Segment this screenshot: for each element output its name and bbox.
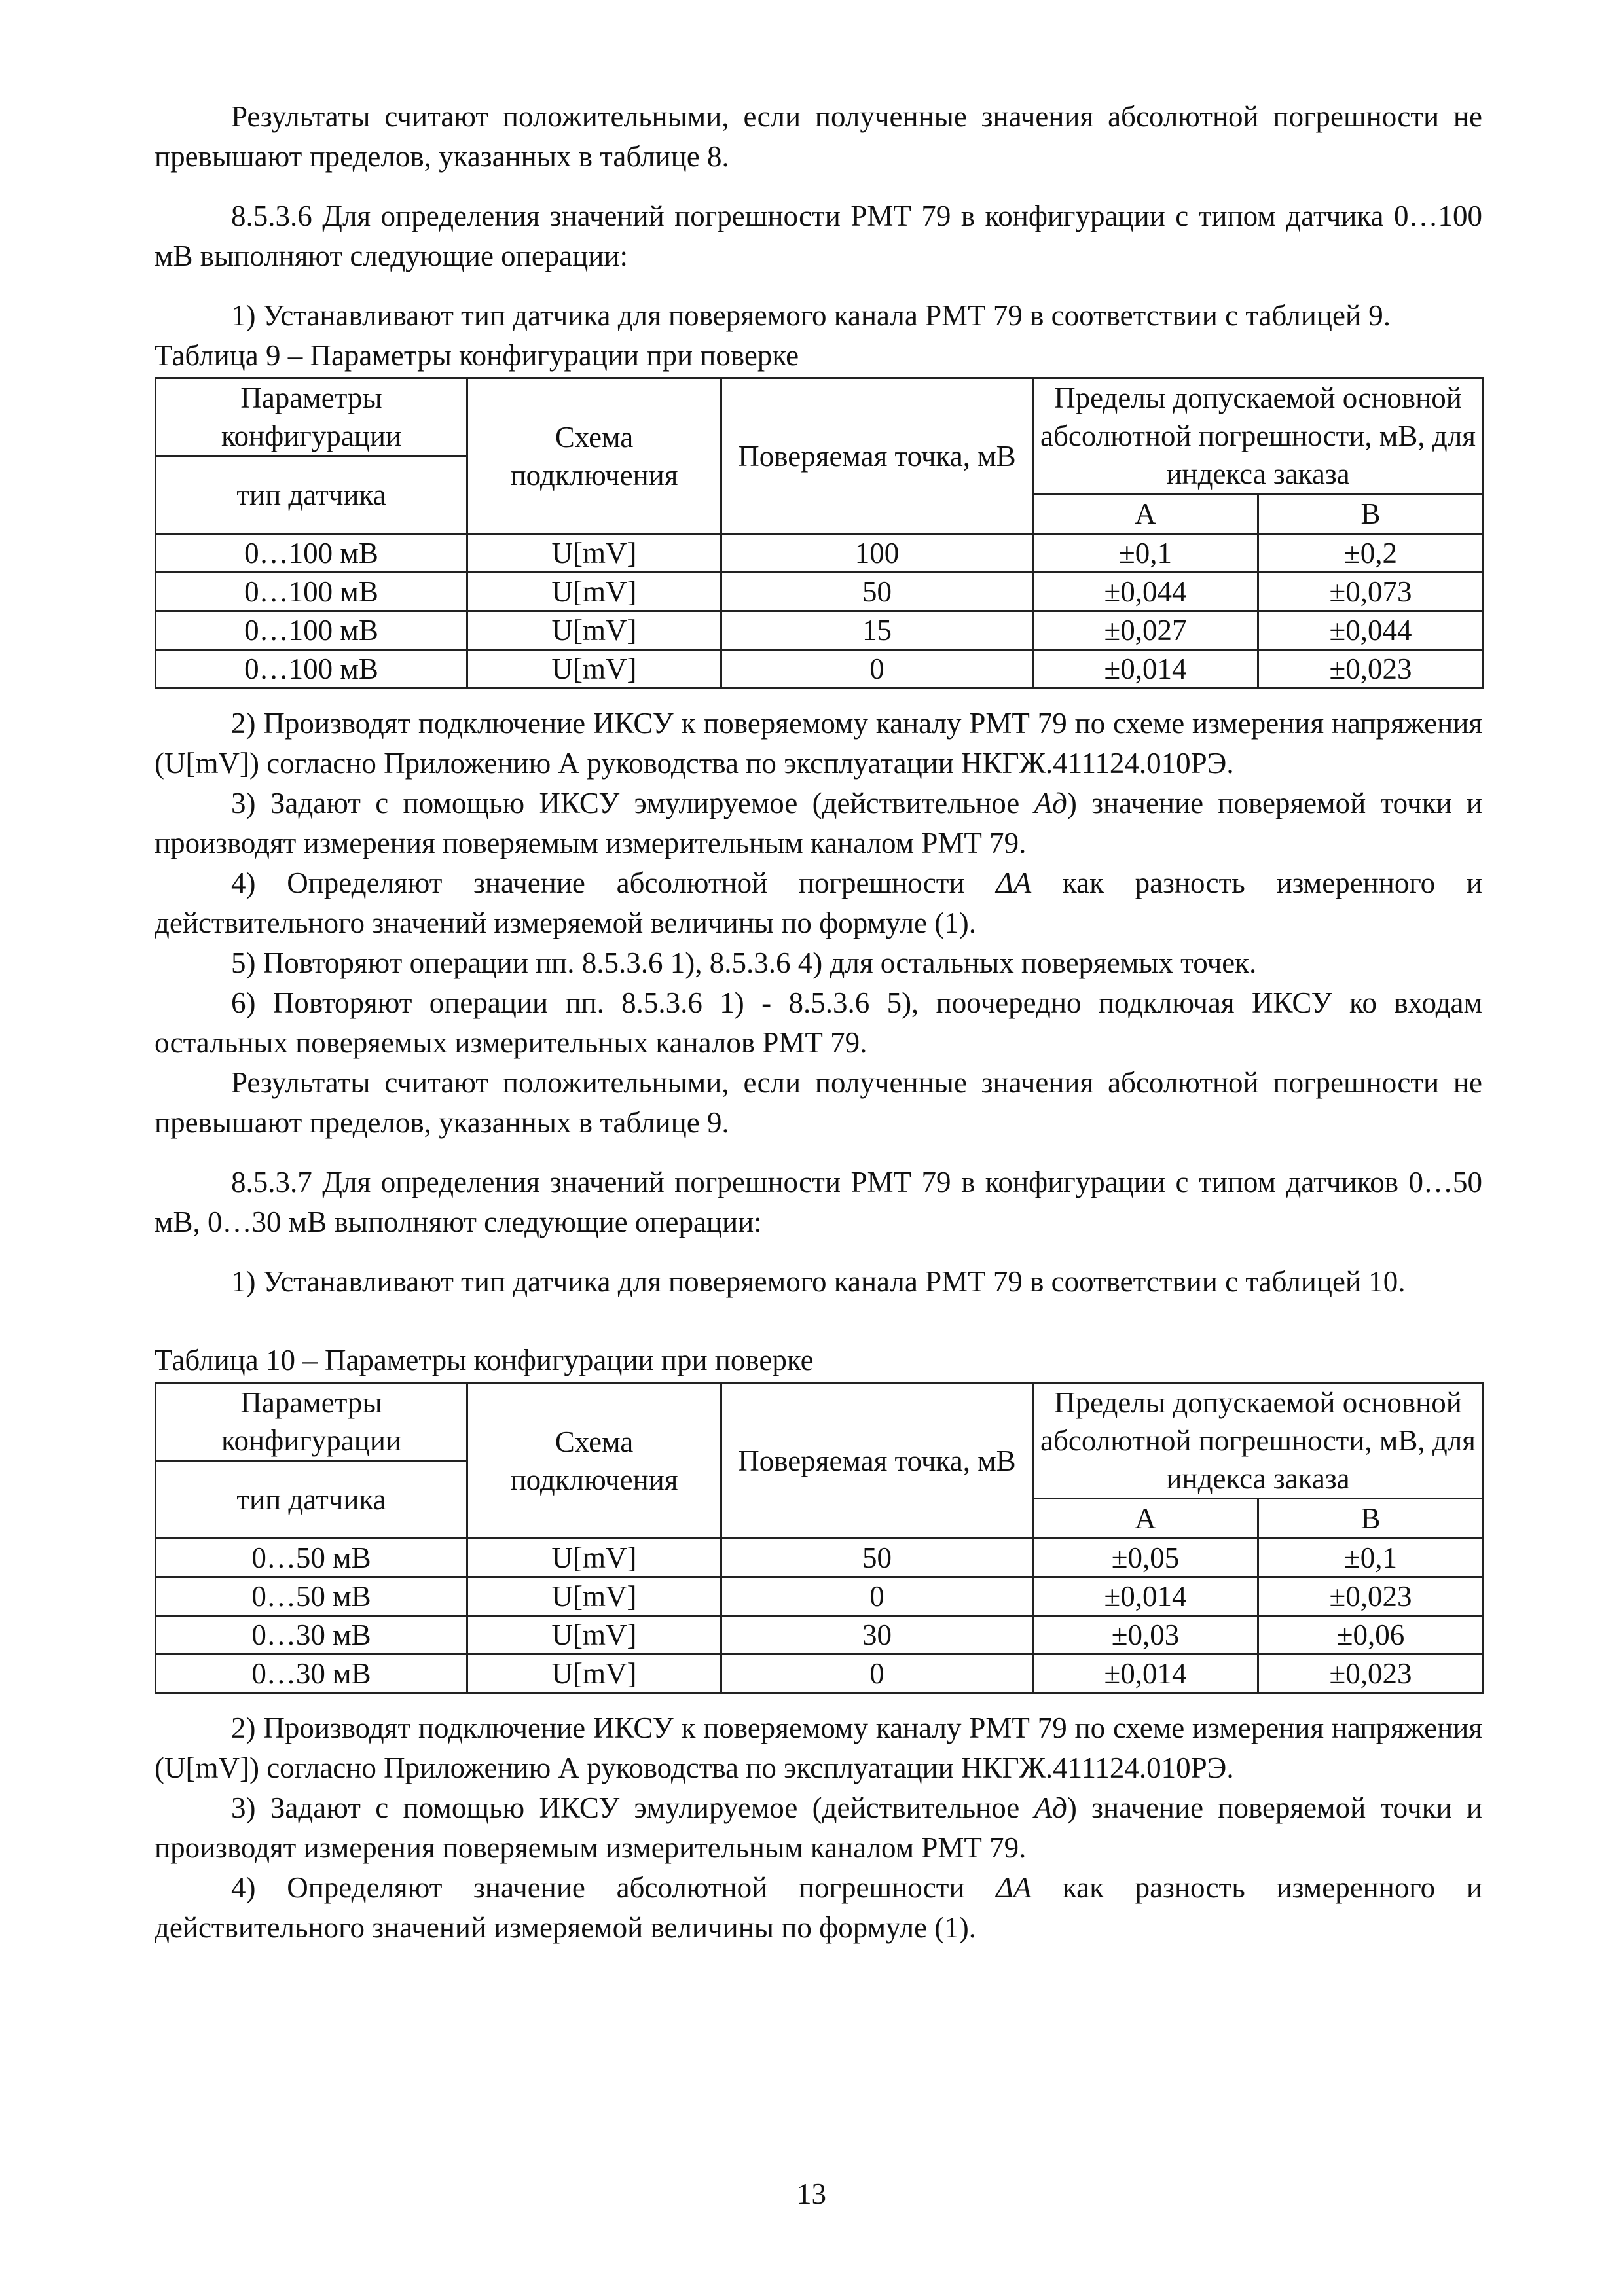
table-9 [155, 377, 1484, 689]
header-config-params: Параметры конфигурации [156, 1383, 467, 1461]
cell-scheme: U[mV] [467, 534, 721, 573]
cell-limit-b: ±0,023 [1258, 650, 1484, 689]
document-page [155, 97, 1482, 1948]
cell-scheme: U[mV] [467, 1655, 721, 1693]
cell-limit-a: ±0,044 [1033, 573, 1258, 611]
cell-test-point: 15 [721, 611, 1033, 650]
cell-sensor-type: 0…50 мВ [156, 1577, 467, 1616]
cell-scheme: U[mV] [467, 573, 721, 611]
table-row [156, 573, 1484, 611]
cell-limit-a: ±0,05 [1033, 1539, 1258, 1577]
header-error-limits: Пределы допускаемой основной абсолютной погрешности, мВ, для индекса заказа [1033, 378, 1484, 494]
header-sensor-type: тип датчика [156, 1461, 467, 1539]
cell-test-point: 30 [721, 1616, 1033, 1655]
paragraph-8-5-3-6: 8.5.3.6 Для определения значений погрешности РМТ 79 в конфигурации с типом датчика 0…100 мВ выполняют следующие операции: [155, 200, 1482, 272]
table-row [156, 1539, 1484, 1577]
step-4b-text-a: 4) Определяют значение абсолютной погрешности [231, 1871, 996, 1904]
paragraph-step-4 [155, 863, 1482, 943]
paragraph-result-table9: Результаты считают положительными, если полученные значения абсолютной погрешности не превышают пределов, указанных в таблице 9. [155, 1066, 1482, 1139]
cell-sensor-type: 0…100 мВ [156, 573, 467, 611]
cell-limit-a: ±0,03 [1033, 1616, 1258, 1655]
cell-scheme: U[mV] [467, 650, 721, 689]
symbol-a-actual-b: Aд [1034, 1791, 1067, 1824]
paragraph-step-4-b [155, 1868, 1482, 1948]
step-3-text-b: ) значение поверяемой точки и производят измерения поверяемым измерительным каналом РМТ 79. [155, 787, 1482, 859]
header-sensor-type: тип датчика [156, 456, 467, 534]
cell-limit-b: ±0,06 [1258, 1616, 1484, 1655]
table-row [156, 534, 1484, 573]
cell-test-point: 100 [721, 534, 1033, 573]
cell-limit-a: ±0,014 [1033, 1577, 1258, 1616]
step-3b-text-a: 3) Задают с помощью ИКСУ эмулируемое (действительное [231, 1791, 1034, 1824]
header-order-index-b: В [1258, 494, 1484, 534]
table-row [156, 1655, 1484, 1693]
header-error-limits: Пределы допускаемой основной абсолютной погрешности, мВ, для индекса заказа [1033, 1383, 1484, 1499]
table-10 [155, 1382, 1484, 1694]
cell-sensor-type: 0…100 мВ [156, 534, 467, 573]
paragraph-step-6: 6) Повторяют операции пп. 8.5.3.6 1) - 8.5.3.6 5), поочередно подключая ИКСУ ко входам остальных поверяемых измерительных каналов РМТ 79. [155, 986, 1482, 1059]
paragraph-8-5-3-7: 8.5.3.7 Для определения значений погрешности РМТ 79 в конфигурации с типом датчиков 0…50 мВ, 0…30 мВ выполняют следующие операции: [155, 1166, 1482, 1238]
step-3-text-a: 3) Задают с помощью ИКСУ эмулируемое (действительное [231, 787, 1034, 819]
table-row [156, 650, 1484, 689]
cell-limit-b: ±0,023 [1258, 1577, 1484, 1616]
cell-test-point: 50 [721, 1539, 1033, 1577]
paragraph-result-table8: Результаты считают положительными, если полученные значения абсолютной погрешности не превышают пределов, указанных в таблице 8. [155, 100, 1482, 173]
step-4-text-b: как разность измеренного и действительного значений измеряемой величины по формуле (1). [155, 867, 1483, 939]
paragraph-step-5: 5) Повторяют операции пп. 8.5.3.6 1), 8.5.3.6 4) для остальных поверяемых точек. [231, 946, 1257, 979]
cell-test-point: 0 [721, 1655, 1033, 1693]
step-4-text-a: 4) Определяют значение абсолютной погрешности [231, 867, 996, 899]
cell-scheme: U[mV] [467, 1577, 721, 1616]
cell-limit-a: ±0,014 [1033, 650, 1258, 689]
cell-limit-b: ±0,023 [1258, 1655, 1484, 1693]
cell-test-point: 0 [721, 1577, 1033, 1616]
page-number: 13 [797, 2178, 826, 2210]
paragraph-step-3-b [155, 1788, 1482, 1868]
cell-limit-a: ±0,1 [1033, 534, 1258, 573]
table-row [156, 1577, 1484, 1616]
cell-sensor-type: 0…100 мВ [156, 650, 467, 689]
cell-sensor-type: 0…30 мВ [156, 1655, 467, 1693]
paragraph-step-2: 2) Производят подключение ИКСУ к поверяемому каналу РМТ 79 по схеме измерения напряжения (U[mV]) согласно Приложению А руководства по эксплуатации НКГЖ.411124.010РЭ. [155, 707, 1482, 780]
header-config-params: Параметры конфигурации [156, 378, 467, 456]
cell-test-point: 0 [721, 650, 1033, 689]
table-row [156, 1616, 1484, 1655]
header-scheme: Схема подключения [467, 1383, 721, 1539]
cell-sensor-type: 0…50 мВ [156, 1539, 467, 1577]
symbol-delta-a-b: ΔA [996, 1871, 1032, 1904]
cell-limit-a: ±0,027 [1033, 611, 1258, 650]
paragraph-step-3 [155, 783, 1482, 863]
cell-scheme: U[mV] [467, 1539, 721, 1577]
paragraph-step-1-table9: 1) Устанавливают тип датчика для поверяемого канала РМТ 79 в соответствии с таблицей 9. [231, 299, 1391, 332]
paragraph-step-2-b: 2) Производят подключение ИКСУ к поверяемому каналу РМТ 79 по схеме измерения напряжения (U[mV]) согласно Приложению А руководства по эксплуатации НКГЖ.411124.010РЭ. [155, 1712, 1482, 1784]
table10-caption: Таблица 10 – Параметры конфигурации при поверке [155, 1344, 814, 1376]
symbol-a-actual: Aд [1034, 787, 1067, 819]
cell-test-point: 50 [721, 573, 1033, 611]
header-test-point: Поверяемая точка, мВ [721, 378, 1033, 534]
cell-scheme: U[mV] [467, 1616, 721, 1655]
step-4b-text-b: как разность измеренного и действительного значений измеряемой величины по формуле (1). [155, 1871, 1483, 1944]
header-order-index-a: А [1033, 1499, 1258, 1539]
table-row [156, 611, 1484, 650]
step-3b-text-b: ) значение поверяемой точки и производят измерения поверяемым измерительным каналом РМТ 79. [155, 1791, 1482, 1864]
cell-limit-a: ±0,014 [1033, 1655, 1258, 1693]
header-scheme: Схема подключения [467, 378, 721, 534]
paragraph-step-1-table10: 1) Устанавливают тип датчика для поверяемого канала РМТ 79 в соответствии с таблицей 10. [231, 1265, 1406, 1298]
cell-sensor-type: 0…100 мВ [156, 611, 467, 650]
header-order-index-a: А [1033, 494, 1258, 534]
cell-limit-b: ±0,044 [1258, 611, 1484, 650]
table9-caption: Таблица 9 – Параметры конфигурации при поверке [155, 339, 799, 372]
cell-limit-b: ±0,1 [1258, 1539, 1484, 1577]
cell-limit-b: ±0,073 [1258, 573, 1484, 611]
cell-limit-b: ±0,2 [1258, 534, 1484, 573]
cell-scheme: U[mV] [467, 611, 721, 650]
symbol-delta-a: ΔA [996, 867, 1032, 899]
header-test-point: Поверяемая точка, мВ [721, 1383, 1033, 1539]
header-order-index-b: В [1258, 1499, 1484, 1539]
cell-sensor-type: 0…30 мВ [156, 1616, 467, 1655]
